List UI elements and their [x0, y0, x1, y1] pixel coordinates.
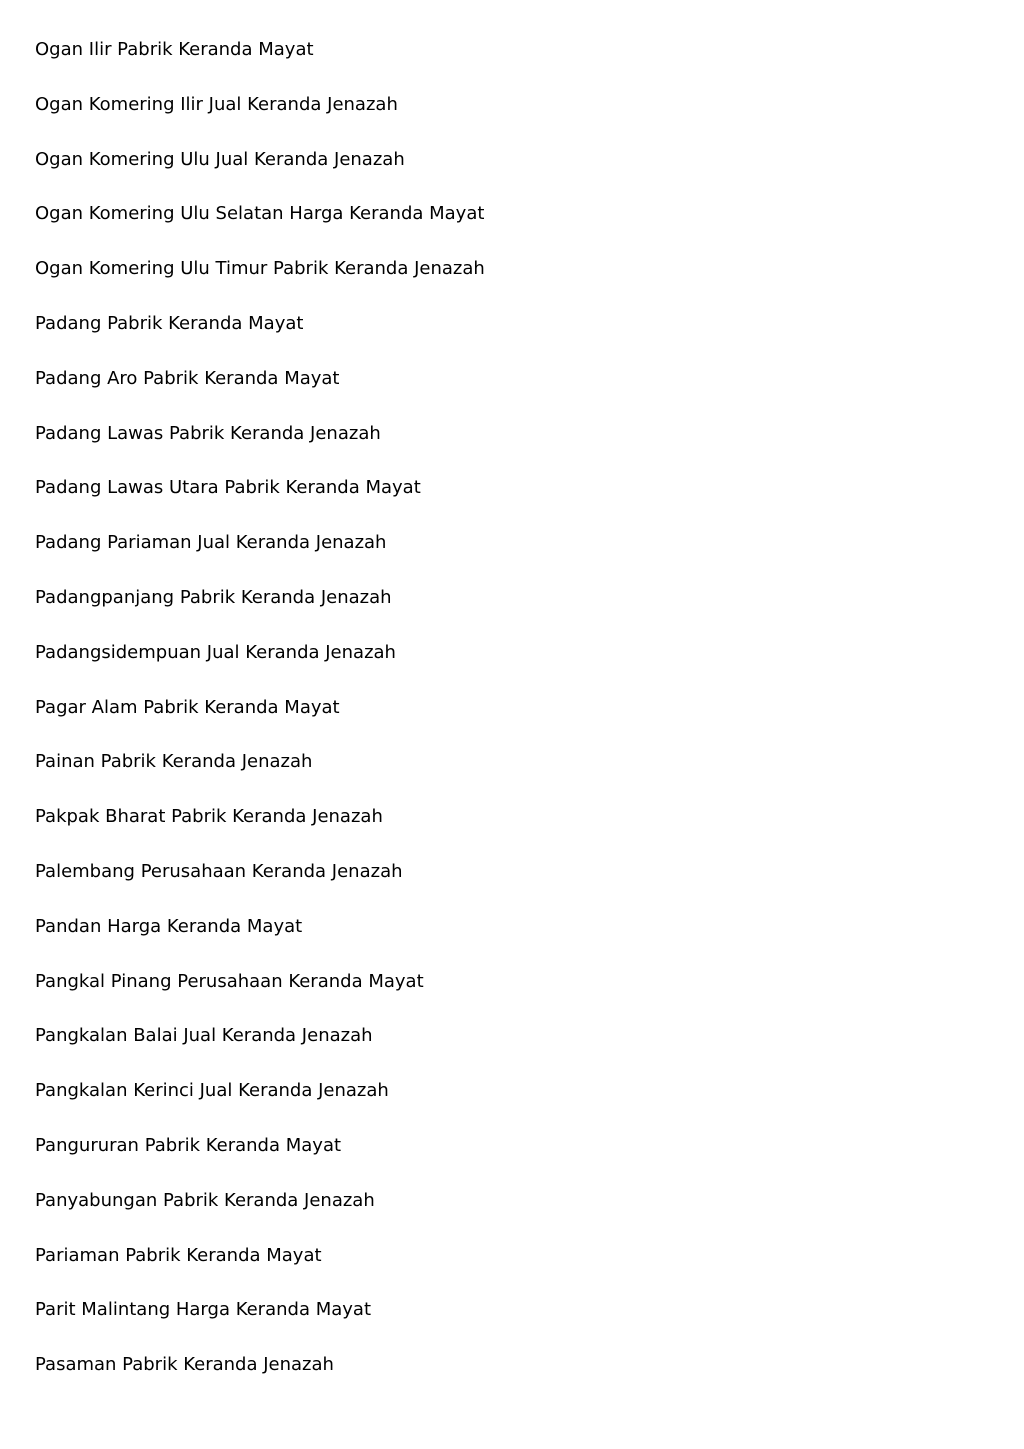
- list-item: Pagar Alam Pabrik Keranda Mayat: [35, 696, 340, 718]
- list-item: Ogan Komering Ulu Timur Pabrik Keranda Jenazah: [35, 258, 485, 280]
- list-item: Palembang Perusahaan Keranda Jenazah: [35, 860, 403, 882]
- list-item: Pandan Harga Keranda Mayat: [35, 915, 303, 937]
- document-page: [35, 36, 995, 1406]
- list-item: Ogan Komering Ulu Selatan Harga Keranda Mayat: [35, 203, 485, 225]
- list-item: Pangururan Pabrik Keranda Mayat: [35, 1134, 342, 1156]
- list-item: Ogan Komering Ilir Jual Keranda Jenazah: [35, 93, 398, 115]
- list-item: Pariaman Pabrik Keranda Mayat: [35, 1244, 322, 1266]
- list-item: Padang Pabrik Keranda Mayat: [35, 312, 304, 334]
- list-item: Pangkalan Kerinci Jual Keranda Jenazah: [35, 1080, 389, 1102]
- list-item: Painan Pabrik Keranda Jenazah: [35, 751, 313, 773]
- list-item: Parit Malintang Harga Keranda Mayat: [35, 1299, 371, 1321]
- list-item: Padang Aro Pabrik Keranda Mayat: [35, 367, 340, 389]
- list-item: Pangkalan Balai Jual Keranda Jenazah: [35, 1025, 373, 1047]
- list-item: Ogan Komering Ulu Jual Keranda Jenazah: [35, 148, 405, 170]
- list-item: Pangkal Pinang Perusahaan Keranda Mayat: [35, 970, 424, 992]
- list-item: Pasaman Pabrik Keranda Jenazah: [35, 1354, 334, 1376]
- list-item: Padangpanjang Pabrik Keranda Jenazah: [35, 586, 392, 608]
- list-item: Padangsidempuan Jual Keranda Jenazah: [35, 641, 396, 663]
- list-item: Panyabungan Pabrik Keranda Jenazah: [35, 1189, 375, 1211]
- list-item: Padang Lawas Pabrik Keranda Jenazah: [35, 422, 381, 444]
- list-item: Pakpak Bharat Pabrik Keranda Jenazah: [35, 806, 383, 828]
- list-item: Ogan Ilir Pabrik Keranda Mayat: [35, 39, 314, 60]
- list-item: Padang Pariaman Jual Keranda Jenazah: [35, 532, 387, 554]
- list-item: Padang Lawas Utara Pabrik Keranda Mayat: [35, 477, 421, 499]
